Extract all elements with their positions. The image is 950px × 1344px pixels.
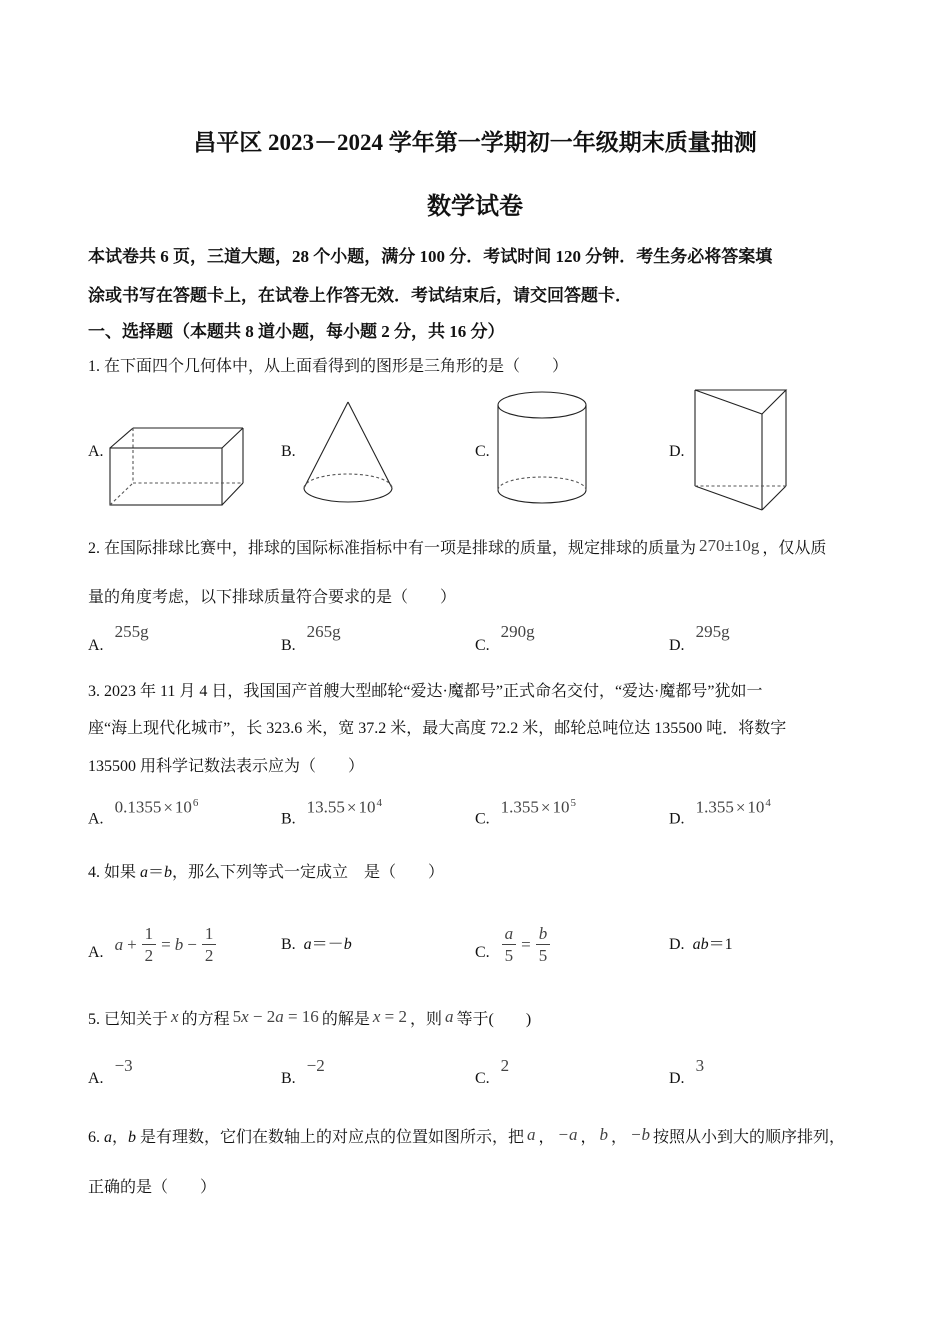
fraction <box>142 925 157 964</box>
exam-subtitle: 数学试卷 <box>427 194 523 220</box>
question-5-option-d <box>669 1056 705 1090</box>
cuboid-edge <box>110 428 133 448</box>
triangular-prism-figure <box>690 385 792 515</box>
section-heading: 一、选择题（本题共 8 道小题，每小题 2 分，共 16 分） <box>88 322 505 341</box>
variable: x <box>241 1007 249 1026</box>
times-sign: × <box>540 797 551 817</box>
stem-text: ，仅从质 <box>762 540 827 557</box>
question-6-stem-line-1 <box>88 1126 845 1149</box>
option-value: 3 <box>695 1056 705 1075</box>
option-label: B. <box>281 810 296 828</box>
numerator: 1 <box>202 925 217 945</box>
variable-x: x <box>171 1007 179 1026</box>
question-1-option-d-label: D. <box>669 443 685 460</box>
stem-text: 是有理数，它们在数轴上的对应点的位置如图所示，把 <box>136 1129 525 1146</box>
item-b: b <box>599 1125 609 1144</box>
cone-slant-edge <box>348 402 392 488</box>
question-4-option-c <box>475 924 551 973</box>
question-2-option-b <box>281 622 341 657</box>
option-label: B. <box>281 1070 296 1087</box>
exam-title: 昌平区 2023－2024 学年第一学期初一年级期末质量抽测 <box>193 130 757 155</box>
stem-text: 2. 在国际排球比赛中，排球的国际标准指标中有一项是排球的质量，规定排球的质量为 <box>88 540 697 557</box>
stem-text: 的解是 <box>321 1011 370 1028</box>
fraction <box>502 925 517 964</box>
equation <box>233 1007 319 1026</box>
denominator: 5 <box>504 946 514 965</box>
solution-rhs: = 2 <box>380 1007 407 1026</box>
stem-text: 5. 已知关于 <box>88 1011 169 1028</box>
question-3-option-c <box>475 797 577 831</box>
coefficient: 2 <box>266 1007 276 1026</box>
item-negative-a: −a <box>557 1125 578 1144</box>
times-sign: × <box>735 797 746 817</box>
instructions-line-1: 本试卷共 6 页，三道大题，28 个小题，满分 100 分．考试时间 120 分钟．考生务必将答案填 <box>88 247 773 266</box>
prism-edge <box>695 486 762 510</box>
numerator: b <box>536 925 551 945</box>
cylinder-top-ellipse <box>498 392 586 418</box>
question-4-stem <box>88 862 444 884</box>
prism-edge <box>762 486 786 510</box>
cuboid-edge <box>222 483 243 505</box>
option-expression <box>501 925 552 964</box>
base: 10 <box>552 797 570 817</box>
question-2-option-d <box>669 622 730 657</box>
question-4-option-b <box>281 934 352 956</box>
question-3-stem-line-2: 座“海上现代化城市”，长 323.6 米，宽 37.2 米，最大高度 72.2 米，邮轮总吨位达 135500 吨．将数字 <box>88 720 787 737</box>
question-5-stem <box>88 1008 531 1031</box>
question-1-option-c-label: C. <box>475 443 490 460</box>
option-value: 255g <box>114 622 149 641</box>
base: 10 <box>174 797 192 817</box>
option-label: A. <box>88 1070 104 1087</box>
equation-rhs: = 16 <box>283 1007 319 1026</box>
exponent: 5 <box>570 797 577 809</box>
option-value: 265g <box>306 622 341 641</box>
option-value <box>696 792 771 819</box>
option-label: C. <box>475 1070 490 1087</box>
option-value <box>307 792 382 819</box>
question-3-stem-line-1: 3. 2023 年 11 月 4 日，我国国产首艘大型邮轮“爱达·魔都号”正式命名交付，“爱达·魔都号”犹如一 <box>88 683 763 700</box>
option-value: 2 <box>500 1056 510 1075</box>
variable: a <box>303 936 312 953</box>
question-2-option-a <box>88 622 149 657</box>
question-2-stem-line-1 <box>88 537 826 560</box>
cuboid-figure <box>105 423 250 511</box>
variable: b <box>174 935 184 954</box>
coefficient: 1.355 <box>500 797 539 817</box>
number: 1 <box>724 936 733 953</box>
cone-figure <box>298 398 398 508</box>
prism-top-face <box>695 390 786 414</box>
cylinder-base-hidden-arc <box>498 477 586 490</box>
denominator: 2 <box>204 946 214 965</box>
equals-sign: ＝ <box>148 864 165 881</box>
numerator: a <box>502 925 517 945</box>
coefficient: 13.55 <box>306 797 345 817</box>
question-4-option-d <box>669 934 733 956</box>
option-label: B. <box>281 936 296 953</box>
option-label: C. <box>475 810 490 828</box>
variable-a: a <box>140 864 149 881</box>
denominator: 2 <box>144 946 154 965</box>
question-4-option-a <box>88 924 217 973</box>
option-value: −2 <box>306 1056 325 1075</box>
variable-a: a <box>444 1007 454 1026</box>
times-sign: × <box>346 797 357 817</box>
coefficient: 5 <box>232 1007 242 1026</box>
option-value <box>501 792 576 819</box>
cylinder-base-front-arc <box>498 490 586 503</box>
option-value: 290g <box>500 622 535 641</box>
comma: ， <box>538 1129 555 1146</box>
variable: a <box>114 935 124 954</box>
stem-text: 按照从小到大的顺序排列， <box>653 1129 846 1146</box>
cone-base-hidden-arc <box>304 474 392 488</box>
option-value: −3 <box>114 1056 133 1075</box>
item-a: a <box>527 1125 536 1144</box>
base: 10 <box>358 797 376 817</box>
question-5-option-c <box>475 1056 510 1090</box>
cuboid-edge <box>222 428 243 448</box>
operator: = <box>161 935 171 954</box>
question-3-option-a <box>88 797 199 831</box>
question-5-option-a <box>88 1056 133 1090</box>
stem-text: 的方程 <box>181 1011 230 1028</box>
comma: ， <box>611 1129 628 1146</box>
denominator: 5 <box>538 946 548 965</box>
fraction <box>202 925 217 964</box>
cuboid-hidden-edge <box>110 483 133 505</box>
cuboid-front-face <box>110 448 222 505</box>
cone-slant-edge <box>304 402 348 488</box>
option-label: D. <box>669 1070 685 1087</box>
variable-product: ab <box>692 936 709 953</box>
comma: ， <box>112 1129 129 1146</box>
stem-text: ，那么下列等式一定成立 是（ ） <box>172 864 445 881</box>
stem-text: 6. <box>88 1129 104 1146</box>
question-6-stem-line-2: 正确的是（ ） <box>88 1179 217 1196</box>
question-3-option-b <box>281 797 383 831</box>
variable-b: b <box>164 864 173 881</box>
option-value: 295g <box>695 622 730 641</box>
mass-standard: 270±10g <box>699 536 760 555</box>
variable: a <box>275 1007 284 1026</box>
variable-a: a <box>104 1129 112 1146</box>
question-5-option-b <box>281 1056 325 1090</box>
relation: ＝ <box>708 936 725 953</box>
option-label: B. <box>281 637 296 654</box>
option-value <box>115 792 199 819</box>
question-3-stem-line-3: 135500 用科学记数法表示应为（ ） <box>88 758 365 775</box>
stem-text: ，则 <box>409 1011 442 1028</box>
cone-base-front-arc <box>304 488 392 502</box>
question-1-option-a-label: A. <box>88 443 104 460</box>
question-1-stem: 1. 在下面四个几何体中，从上面看得到的图形是三角形的是（ ） <box>88 358 569 375</box>
question-2-option-c <box>475 622 535 657</box>
operator: − <box>248 1007 267 1026</box>
numerator: 1 <box>142 925 157 945</box>
option-label: C. <box>475 944 490 962</box>
option-label: A. <box>88 810 104 828</box>
coefficient: 1.355 <box>695 797 734 817</box>
variable: b <box>343 936 352 953</box>
times-sign: × <box>163 797 173 817</box>
relation: ＝－ <box>311 936 344 953</box>
option-expression <box>115 925 218 964</box>
variable-b: b <box>128 1129 137 1146</box>
option-label: D. <box>669 810 685 828</box>
coefficient: 0.1355 <box>114 797 162 817</box>
operator: = <box>521 935 531 954</box>
fraction <box>536 925 551 964</box>
stem-text: 等于( ) <box>456 1011 532 1028</box>
option-label: D. <box>669 936 685 953</box>
option-label: C. <box>475 637 490 654</box>
variable: x <box>372 1007 381 1026</box>
exponent: 4 <box>376 797 383 809</box>
option-label: A. <box>88 944 104 962</box>
option-label: D. <box>669 637 685 654</box>
operator: − <box>187 935 197 954</box>
question-3-option-d <box>669 797 771 831</box>
instructions-line-2: 涂或书写在答题卡上，在试卷上作答无效．考试结束后，请交回答题卡． <box>88 286 632 305</box>
item-negative-b: −b <box>630 1125 651 1144</box>
exponent: 6 <box>192 797 199 809</box>
stem-text: 4. 如果 <box>88 864 141 881</box>
comma: ， <box>580 1129 597 1146</box>
base: 10 <box>747 797 765 817</box>
question-2-stem-line-2: 量的角度考虑，以下排球质量符合要求的是（ ） <box>88 589 457 606</box>
cylinder-figure <box>492 388 592 508</box>
option-label: A. <box>88 637 104 654</box>
question-1-option-b-label: B. <box>281 443 296 460</box>
exponent: 4 <box>765 797 771 809</box>
operator: + <box>127 935 137 954</box>
solution <box>373 1007 407 1026</box>
